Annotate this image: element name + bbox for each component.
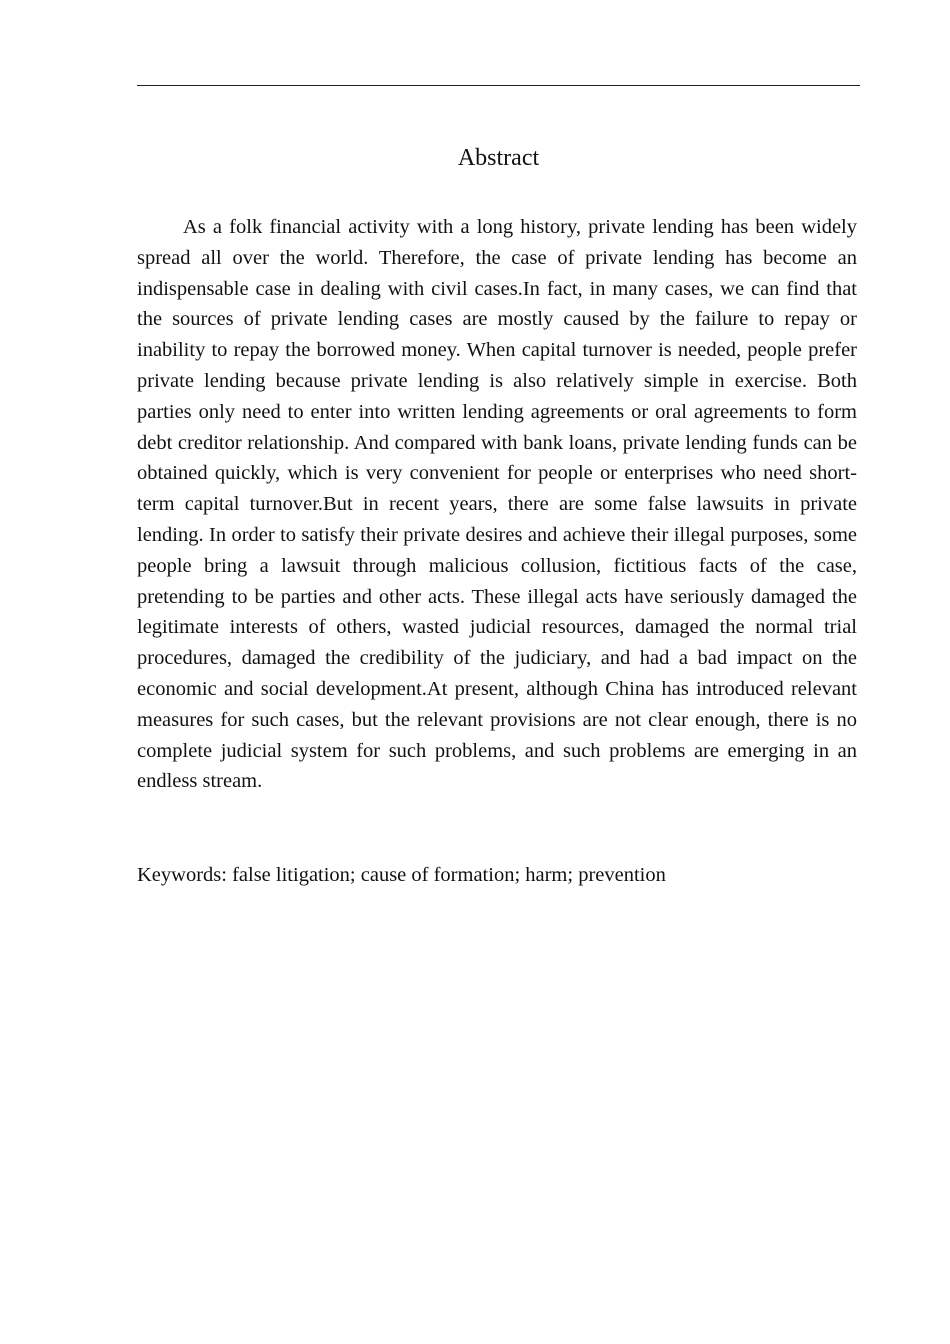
keywords-line: Keywords: false litigation; cause of formation; harm; prevention [137, 864, 666, 886]
page-title: Abstract [457, 145, 540, 171]
header-rule [137, 85, 860, 86]
abstract-paragraph: As a folk financial activity with a long history, private lending has been widely spread all over the world. Therefore, the case of private lending has become an indispensable case in dealing with civil cases.In fact, in many cases, we can find that the sources of private lending cases are mostly caused by the failure to repay or inability to repay the borrowed money. When capital turnover is needed, people prefer private lending because private lending is also relatively simple in exercise. Both parties only need to enter into written lending agreements or oral agreements to form debt creditor relationship. And compared with bank loans, private lending funds can be obtained quickly, which is very convenient for people or enterprises who need short-term capital turnover.But in recent years, there are some false lawsuits in private lending. In order to satisfy their private desires and achieve their illegal purposes, some people bring a lawsuit through malicious collusion, fictitious facts of the case, pretending to be parties and other acts. These illegal acts have seriously damaged the legitimate interests of others, wasted judicial resources, damaged the normal trial procedures, damaged the credibility of the judiciary, and had a bad impact on the economic and social development.At present, although China has introduced relevant measures for such cases, but the relevant provisions are not clear enough, there is no complete judicial system for such problems, and such problems are emerging in an endless stream. [137, 216, 857, 793]
